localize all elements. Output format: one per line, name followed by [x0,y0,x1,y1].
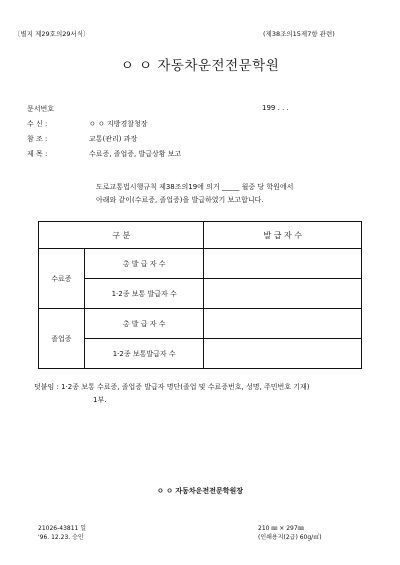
field-recipient-value: ㅇ ㅇ 지방경찰청장 [89,120,148,128]
table-header-row [39,222,362,249]
field-reference [27,134,137,144]
count-cell[interactable] [204,249,362,279]
row-label: 총 발 급 자 수 [84,309,204,339]
field-recipient-label: 수 신 : [27,120,48,128]
field-subject [27,149,181,159]
paper-spec: (인쇄용지(2급) 60g/㎡) [258,534,322,541]
issuance-table [38,221,362,369]
body-text-line-1: 도로교통법시행규칙 제38조의19에 의거 _____ 월중 당 학원에서 [96,183,294,191]
row-label: 총 발 급 자 수 [84,249,204,279]
attachment-line-1: 덧붙임 : 1·2종 보통 수료증, 졸업증 발급자 명단(졸업 및 수료증번호, 성명, 주민번호 기재) [34,383,310,391]
count-cell[interactable] [204,339,362,369]
table-row [39,249,362,279]
paper-size: 210 ㎜ × 297㎜ [258,525,304,532]
header-category: 구 분 [39,222,204,249]
field-subject-value: 수료증, 졸업증, 발급상황 보고 [89,150,182,158]
table-row [39,279,362,309]
signature-line: ㅇ ㅇ 자동차운전전문학원장 [156,487,244,495]
approval-date: '96. 12.23. 승인 [38,534,84,541]
row-label: 1·2종 보통 발급자 수 [84,279,204,309]
group-label-graduation: 졸업증 [39,309,85,369]
row-label: 1·2종 보통발급자 수 [84,339,204,369]
field-reference-label: 참 조 : [27,135,48,143]
doc-date: 199 . . . [262,104,289,112]
header-issued-count: 발 급 자 수 [204,222,362,249]
table-row [39,339,362,369]
form-code: 21026-43811 일 [38,525,87,532]
field-subject-label: 제 목 : [27,150,48,158]
count-cell[interactable] [204,309,362,339]
count-cell[interactable] [204,279,362,309]
field-recipient [27,119,148,129]
table-row [39,309,362,339]
group-label-completion: 수료증 [39,249,85,309]
form-number-label: 〔별지 제29호의29서식〕 [14,30,90,38]
field-reference-value: 교통(관리) 과장 [89,135,138,143]
attachment-line-2: 1부. [93,396,107,404]
document-title: ㅇ ㅇ 자동차운전전문학원 [120,58,280,74]
regulation-reference: (제38조의15제7항 관련) [263,30,335,38]
doc-number-label: 문서번호 [27,105,55,113]
body-text-line-2: 아래와 같이(수료증, 졸업증)을 발급하였기 보고합니다. [96,196,264,204]
